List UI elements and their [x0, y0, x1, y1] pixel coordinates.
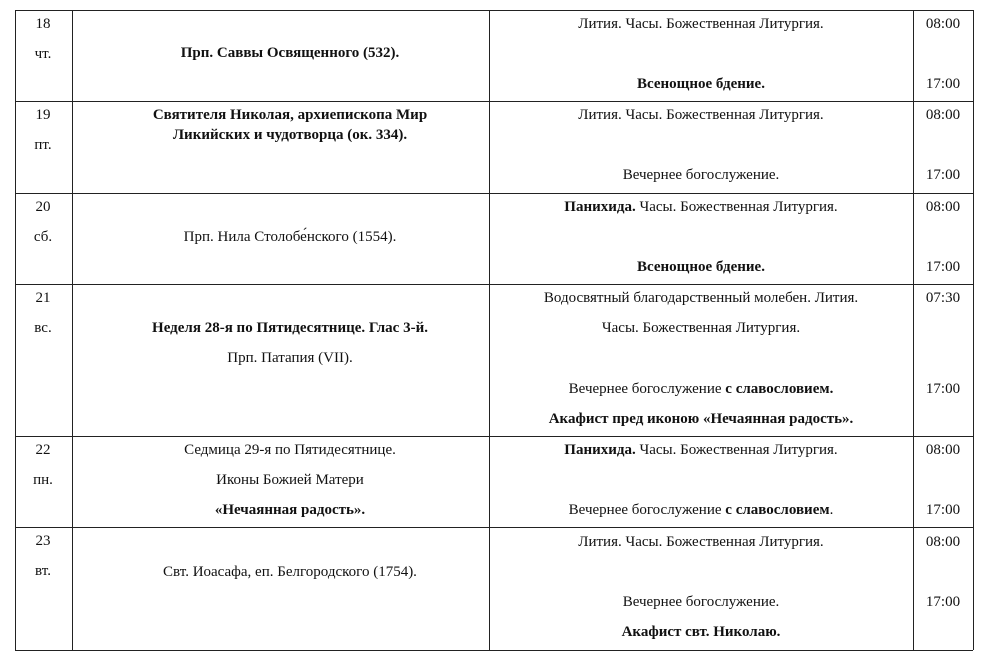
service-time: 17:00	[925, 259, 961, 275]
service-line-segment: .	[829, 502, 834, 518]
row-divider	[15, 527, 973, 528]
service-line-segment: Акафист свт. Николаю.	[621, 624, 781, 640]
row-divider	[15, 650, 973, 651]
day-number: 19	[35, 107, 51, 123]
feast-line	[152, 319, 428, 337]
feast-line-segment: Прп. Патапия (VII).	[227, 350, 353, 366]
service-line	[549, 410, 854, 428]
service-line-segment: Водосвятный благодарственный молебен. Лития.	[543, 290, 859, 306]
row-divider	[15, 436, 973, 437]
service-line	[578, 106, 823, 124]
feast-line	[173, 126, 407, 144]
service-line	[569, 380, 834, 398]
service-time: 08:00	[925, 442, 961, 458]
day-number: 20	[35, 199, 51, 215]
service-line	[637, 258, 765, 276]
service-time: 08:00	[925, 107, 961, 123]
service-time: 17:00	[925, 167, 961, 183]
service-line-segment: Вечернее богослужение.	[622, 167, 780, 183]
service-line-segment: Акафист пред иконою «Нечаянная радость».	[548, 411, 854, 427]
service-line	[578, 15, 823, 33]
service-line-segment: Вечернее богослужение	[568, 381, 726, 397]
service-line-segment: Вечернее богослужение	[568, 502, 726, 518]
service-line-segment: Панихида.	[564, 442, 636, 458]
row-divider	[15, 193, 973, 194]
service-line-segment: Лития. Часы. Божественная Литургия.	[578, 16, 824, 32]
service-time: 08:00	[925, 534, 961, 550]
weekday: пт.	[34, 137, 52, 153]
feast-line-segment: Неделя 28-я по Пятидесятнице. Глас 3-й.	[152, 320, 428, 336]
service-line	[564, 441, 837, 459]
service-line-segment: Часы. Божественная Литургия.	[635, 442, 838, 458]
feast-line	[215, 501, 365, 519]
weekday: пн.	[33, 472, 53, 488]
service-line-segment: с славословием	[725, 502, 830, 518]
feast-line-segment: Святителя Николая, архиепископа Мир	[152, 107, 428, 123]
service-line	[564, 198, 837, 216]
service-line	[637, 75, 765, 93]
service-time: 07:30	[925, 290, 961, 306]
service-time: 17:00	[925, 502, 961, 518]
service-line	[602, 319, 800, 337]
feast-line-segment: Свт. Иоасафа, еп. Белгородского (1754).	[163, 564, 417, 580]
feast-line	[216, 471, 364, 489]
day-number: 22	[35, 442, 51, 458]
service-line	[569, 501, 834, 519]
service-line-segment: Вечернее богослужение.	[622, 594, 780, 610]
feast-line-segment: Прп. Саввы Освященного (532).	[180, 45, 400, 61]
weekday: чт.	[34, 46, 52, 62]
service-line-segment: Панихида.	[564, 199, 636, 215]
service-time: 17:00	[925, 381, 961, 397]
service-line	[622, 623, 781, 641]
feast-line-segment: Прп. Нила Столобе́нского (1554).	[183, 229, 397, 245]
service-line-segment: Часы. Божественная Литургия.	[601, 320, 801, 336]
day-number: 18	[35, 16, 51, 32]
service-line	[544, 289, 858, 307]
column-divider	[15, 10, 16, 650]
service-line	[623, 166, 780, 184]
weekday: вс.	[34, 320, 52, 336]
column-divider	[973, 10, 974, 650]
feast-line	[153, 106, 427, 124]
feast-line-segment: Ликийских и чудотворца (ок. 334).	[172, 127, 408, 143]
feast-line-segment: «Нечаянная радость».	[214, 502, 366, 518]
day-number: 21	[35, 290, 51, 306]
feast-line	[181, 44, 400, 62]
feast-line	[184, 441, 396, 459]
weekday: сб.	[33, 229, 53, 245]
service-line-segment: Всенощное бдение.	[637, 259, 765, 275]
row-divider	[15, 284, 973, 285]
service-line-segment: с славословием.	[725, 381, 834, 397]
day-number: 23	[35, 533, 51, 549]
weekday: вт.	[35, 563, 51, 579]
column-divider	[72, 10, 73, 650]
service-time: 08:00	[925, 16, 961, 32]
service-line-segment: Лития. Часы. Божественная Литургия.	[578, 534, 824, 550]
service-time: 17:00	[925, 76, 961, 92]
service-time: 17:00	[925, 594, 961, 610]
feast-line-segment: Седмица 29-я по Пятидесятнице.	[184, 442, 396, 458]
row-divider	[15, 101, 973, 102]
service-line-segment: Всенощное бдение.	[637, 76, 765, 92]
feast-line	[184, 228, 397, 246]
service-line-segment: Часы. Божественная Литургия.	[635, 199, 838, 215]
row-divider	[15, 10, 973, 11]
service-line	[623, 593, 780, 611]
feast-line	[163, 563, 417, 581]
feast-line-segment: Иконы Божией Матери	[216, 472, 364, 488]
service-line-segment: Лития. Часы. Божественная Литургия.	[578, 107, 824, 123]
column-divider	[913, 10, 914, 650]
column-divider	[489, 10, 490, 650]
feast-line	[227, 349, 352, 367]
service-time: 08:00	[925, 199, 961, 215]
service-line	[578, 533, 823, 551]
